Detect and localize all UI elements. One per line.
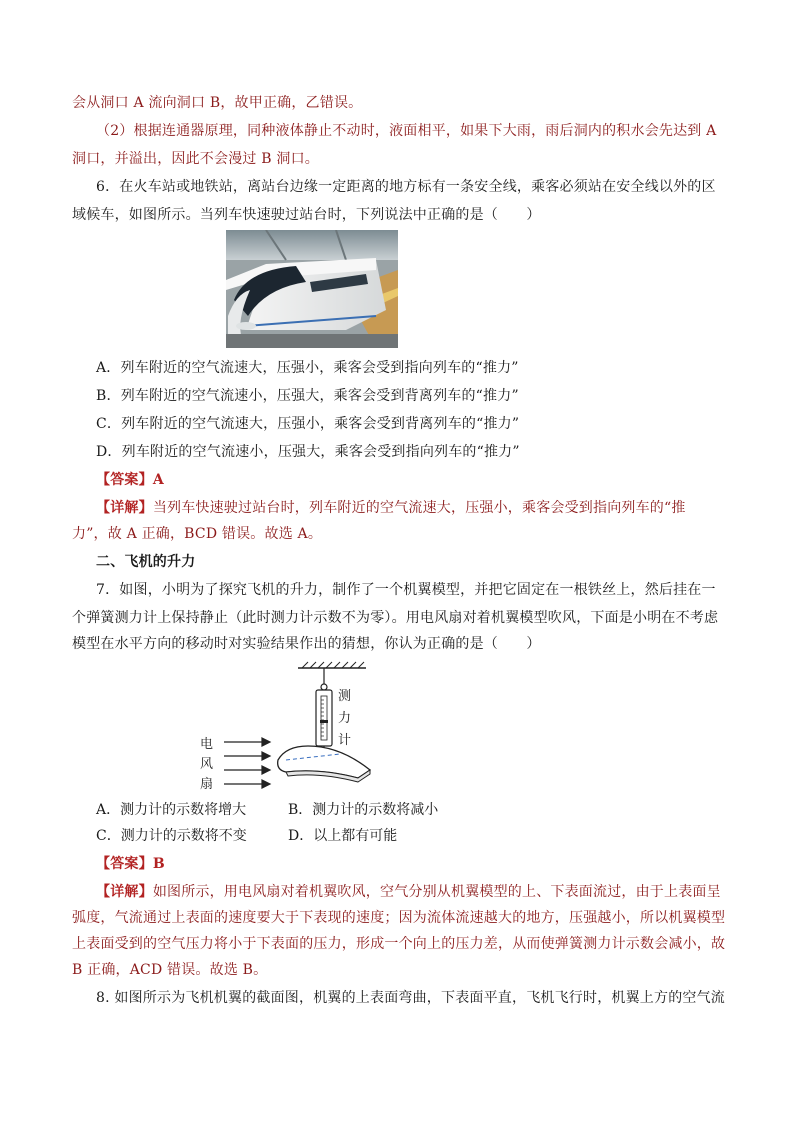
fan-label-2: 风 — [200, 757, 214, 772]
q6-detail-line-2: 力”，故 A 正确，BCD 错误。故选 A。 — [72, 526, 323, 542]
q7-answer-tag: 【答案】 — [96, 856, 153, 872]
q6-answer-value: A — [152, 472, 164, 488]
q7-detail-line-4: B 正确，ACD 错误。故选 B。 — [72, 962, 268, 978]
q7-option-a: A．测力计的示数将增大 — [96, 802, 247, 818]
q6-option-b: B．列车附近的空气流速小，压强大，乘客会受到背离列车的“推力” — [96, 388, 519, 404]
q7-detail-text-1: 如图所示，用电风扇对着机翼吹风，空气分别从机翼模型的上、下表面流过，由于上表面呈 — [152, 884, 721, 900]
q6-option-d: D．列车附近的空气流速小，压强大，乘客会受到指向列车的“推力” — [96, 444, 520, 460]
fan-label-3: 扇 — [200, 777, 214, 792]
wing-experiment-figure — [190, 660, 530, 800]
q7-answer-value: B — [152, 856, 165, 872]
q7-option-c: C．测力计的示数将不变 — [96, 828, 247, 844]
meter-label-2: 力 — [338, 711, 352, 726]
q6-detail-line-1 — [96, 498, 756, 518]
prev-answer-line-2: （2）根据连通器原理，同种液体静止不动时，液面相平，如果下大雨，雨后洞内的积水会先达到 A — [96, 123, 717, 139]
q7-option-b: B．测力计的示数将减小 — [288, 802, 439, 818]
q6-option-c: C．列车附近的空气流速大，压强小，乘客会受到背离列车的“推力” — [96, 416, 520, 432]
prev-answer-line-1: 会从洞口 A 流向洞口 B，故甲正确，乙错误。 — [72, 95, 363, 111]
q7-detail-line-1 — [96, 882, 756, 902]
train-photo-illustration — [226, 230, 398, 348]
q6-answer-tag: 【答案】 — [96, 472, 153, 488]
q7-detail-line-2: 弧度，气流通过上表面的速度要大于下表现的速度；因为流体流速越大的地方，压强越小，所以机翼模型 — [72, 910, 726, 926]
q8-stem-line-1: 8. 如图所示为飞机机翼的截面图，机翼的上表面弯曲，下表面平直，飞机飞行时，机翼上方的空气流 — [96, 990, 726, 1006]
section-heading: 二、飞机的升力 — [96, 554, 196, 570]
train-photo — [226, 230, 398, 348]
q6-option-a: A．列车附近的空气流速大，压强小，乘客会受到指向列车的“推力” — [96, 360, 519, 376]
q6-answer-line — [96, 470, 756, 490]
wing-experiment-diagram — [190, 660, 530, 800]
prev-answer-line-3: 洞口，并溢出，因此不会漫过 B 洞口。 — [72, 151, 319, 167]
q6-stem-line-2: 域候车，如图所示。当列车快速驶过站台时，下列说法中正确的是（ ） — [72, 207, 541, 223]
q7-detail-line-3: 上表面受到的空气压力将小于下表面的压力，形成一个向上的压力差，从而使弹簧测力计示数会减小，故 — [72, 936, 726, 952]
q7-stem-line-3: 模型在水平方向的移动时对实验结果作出的猜想，你认为正确的是（ ） — [72, 636, 541, 652]
q7-option-d: D．以上都有可能 — [288, 828, 398, 844]
q7-detail-tag: 【详解】 — [96, 884, 153, 900]
meter-label-3: 计 — [338, 733, 352, 748]
q6-detail-tag: 【详解】 — [96, 500, 153, 516]
q7-answer-line — [96, 854, 756, 874]
q7-stem-line-1: 7．如图，小明为了探究飞机的升力，制作了一个机翼模型，并把它固定在一根铁丝上，然后挂在一 — [96, 582, 716, 598]
q7-stem-line-2: 个弹簧测力计上保持静止（此时测力计示数不为零）。用电风扇对着机翼模型吹风，下面是小明在不考虑 — [72, 610, 719, 626]
q6-detail-text-1: 当列车快速驶过站台时，列车附近的空气流速大，压强小，乘客会受到指向列车的“推 — [152, 500, 686, 516]
q6-stem-line-1: 6．在火车站或地铁站，离站台边缘一定距离的地方标有一条安全线，乘客必须站在安全线以外的区 — [96, 179, 716, 195]
meter-label-1: 测 — [338, 689, 352, 704]
fan-label-1: 电 — [200, 737, 214, 752]
